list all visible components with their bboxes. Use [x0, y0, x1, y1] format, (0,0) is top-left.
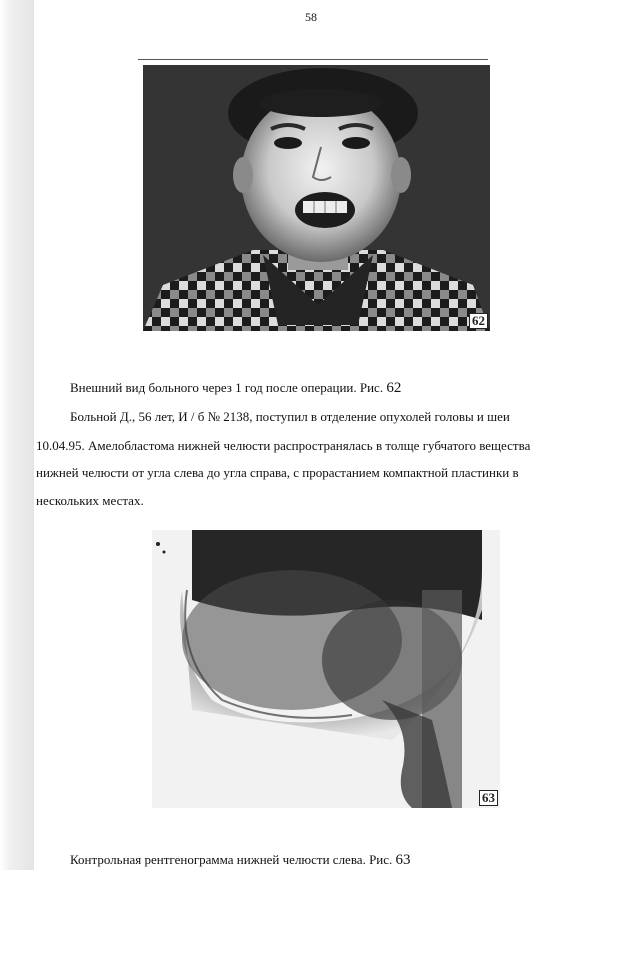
- page-number: 58: [305, 10, 317, 24]
- xray-figure-63: [152, 530, 500, 808]
- patient-photo-image: [143, 65, 490, 331]
- paragraph-line-2: 10.04.95. Амелобластома нижней челюсти распространялась в толще губчатого вещества: [36, 438, 531, 453]
- header-rule: [138, 59, 488, 60]
- caption-63-fig-ref: 63: [395, 852, 411, 868]
- patient-photo-figure-62: [143, 65, 490, 331]
- figure-number-badge-62: 62: [469, 313, 488, 329]
- caption-62-fig-ref: 62: [386, 380, 402, 396]
- paragraph-line-1: Больной Д., 56 лет, И / б № 2138, поступил в отделение опухолей головы и шеи: [70, 409, 510, 424]
- caption-figure-63: [70, 852, 411, 869]
- scan-shadow-edge: [0, 0, 34, 870]
- caption-figure-62: [70, 380, 401, 397]
- caption-63-text: Контрольная рентгенограмма нижней челюсти слева. Рис.: [70, 852, 393, 867]
- caption-62-text: Внешний вид больного через 1 год после операции. Рис.: [70, 380, 384, 395]
- xray-image: [152, 530, 500, 808]
- figure-number-badge-63: 63: [479, 790, 498, 806]
- paragraph-line-4: нескольких местах.: [36, 493, 144, 508]
- paragraph-line-3: нижней челюсти от угла слева до угла справа, с прорастанием компактной пластинки в: [36, 465, 519, 480]
